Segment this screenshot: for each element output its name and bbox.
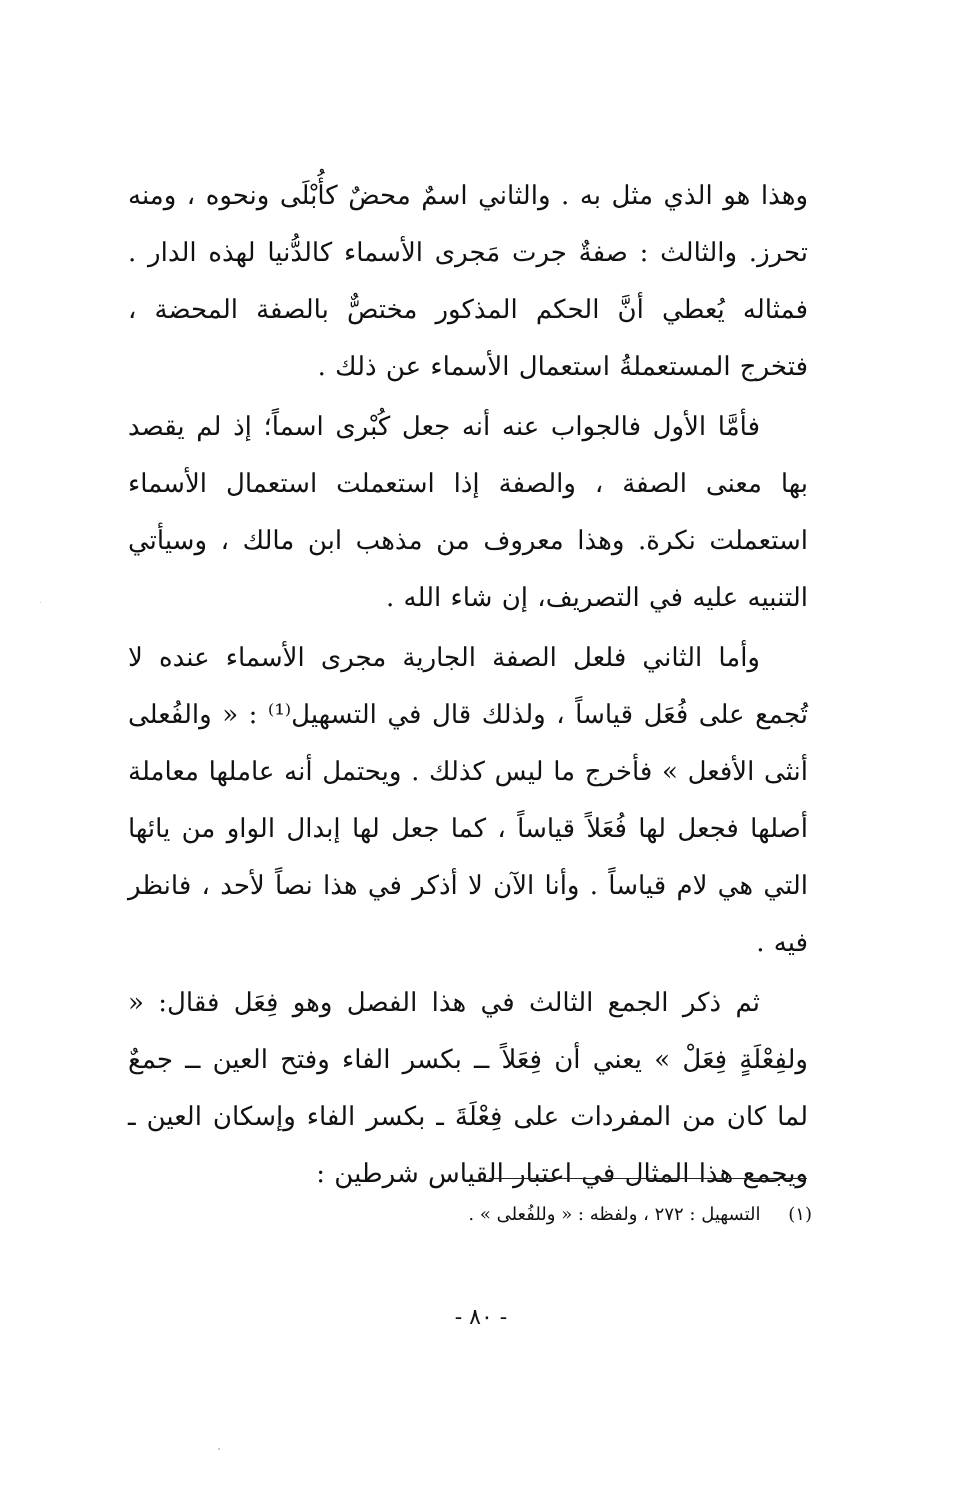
footnote [468, 1200, 812, 1230]
main-text [128, 168, 808, 1206]
paragraph-4: ثم ذكر الجمع الثالث في هذا الفصل وهو فِعَل فقال: « ولفِعْلَةٍ فِعَلْ » يعني أن فِعَلاً ــ بكسر الفاء وفتح العين ــ جمعٌ لما كان من المفردات على فِعْلَةَ ـ بكسر الفاء وإسكان العين ـ ويجمع هذا المثال في اعتبار القياس شرطين : [128, 988, 808, 1189]
footnote-divider [489, 1178, 807, 1179]
scan-speck [218, 1448, 220, 1450]
page-number: - ٨٠ - [454, 1305, 508, 1330]
paragraph-1: وهذا هو الذي مثل به . والثاني اسمٌ محضٌ كأُبْلَى ونحوه ، ومنه تحرز. والثالث : صفةٌ جرت مَجرى الأسماء كالدُّنيا لهذه الدار . فمثاله يُعطي أنَّ الحكم المذكور مختصٌّ بالصفة المحضة ، فتخرج المستعملةُ استعمال الأسماء عن ذلك . [128, 181, 808, 382]
paragraph-2: فأمَّا الأول فالجواب عنه أنه جعل كُبْرى اسماً؛ إذ لم يقصد بها معنى الصفة ، والصفة إذا استعملت استعمال الأسماء استعملت نكرة. وهذا معروف من مذهب ابن مالك ، وسيأتي التنبيه عليه في التصريف، إن شاء الله . [128, 412, 808, 613]
paragraph-3: وأما الثاني فلعل الصفة الجارية مجرى الأسماء عنده لا تُجمع على فُعَل قياساً ، ولذلك قال في التسهيل⁽¹⁾ : « والفُعلى أنثى الأفعل » فأخرج ما ليس كذلك . ويحتمل أنه عاملها معاملة أصلها فجعل لها فُعَلاً قياساً ، كما جعل لها إبدال الواو من يائها التي هي لام قياساً . وأنا الآن لا أذكر في هذا نصاً لأحد ، فانظر فيه . [128, 643, 808, 958]
footnote-text: التسهيل : ٢٧٢ ، ولفظه : « وللفُعلى » . [468, 1204, 761, 1225]
scan-speck [40, 602, 41, 603]
footnote-number: (١) [788, 1204, 812, 1225]
